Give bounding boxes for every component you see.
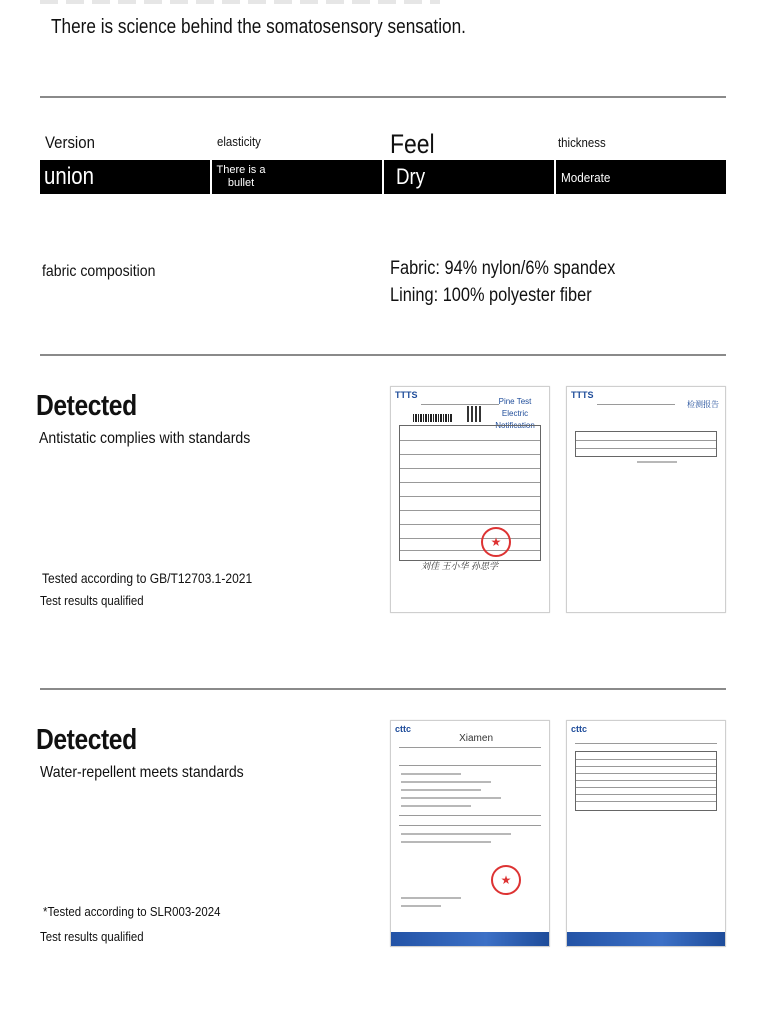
report-footer — [391, 932, 549, 946]
spec-value-text: There is a bullet — [216, 164, 266, 189]
report-header: Pine Test Electric Notification — [495, 397, 535, 430]
spec-value-feel — [384, 160, 554, 194]
page-tagline: There is science behind the somatosensory sensation. — [51, 16, 466, 38]
spec-value-version — [40, 160, 210, 194]
spec-value-text: Moderate — [561, 170, 611, 185]
waterproof-result: Test results qualified — [40, 929, 144, 944]
spec-label-elasticity: elasticity — [217, 134, 261, 149]
spec-value-text: Dry — [396, 164, 426, 189]
divider — [40, 354, 726, 356]
red-stamp-icon: ★ — [491, 865, 521, 895]
qr-code-icon — [467, 406, 483, 422]
antistatic-report-page-2 — [566, 386, 726, 613]
antistatic-subtitle: Antistatic complies with standards — [39, 430, 251, 447]
report-signatures: 刘佳 王小华 孙思学 — [421, 561, 499, 571]
report-logo: TTTS — [395, 390, 418, 400]
red-stamp-icon: ★ — [481, 527, 511, 557]
waterproof-subtitle: Water-repellent meets standards — [40, 764, 244, 781]
composition-label: fabric composition — [42, 263, 156, 280]
report-header: Xiamen — [459, 733, 493, 744]
waterproof-report-page-2 — [566, 720, 726, 947]
antistatic-tested: Tested according to GB/T12703.1-2021 — [42, 570, 253, 586]
spec-value-thickness — [556, 160, 726, 194]
spec-label-version: Version — [45, 133, 95, 152]
spec-value-elasticity — [212, 160, 382, 194]
spec-value-text: union — [44, 163, 94, 190]
report-logo: TTTS — [571, 390, 594, 400]
antistatic-report-page-1 — [390, 386, 550, 613]
antistatic-result: Test results qualified — [40, 593, 144, 608]
report-footer — [567, 932, 725, 946]
divider — [40, 688, 726, 690]
spec-label-feel: Feel — [390, 129, 435, 159]
spec-label-thickness: thickness — [558, 135, 606, 150]
divider — [40, 96, 726, 98]
report-logo: cttc — [571, 724, 588, 734]
antistatic-title: Detected — [36, 390, 137, 422]
waterproof-report-page-1 — [390, 720, 550, 947]
report-header: 检测报告 — [687, 400, 719, 409]
cropped-heading-remnant — [40, 0, 440, 4]
composition-lining: Lining: 100% polyester fiber — [390, 285, 592, 306]
report-logo: cttc — [395, 724, 412, 734]
waterproof-title: Detected — [36, 724, 137, 756]
waterproof-tested: *Tested according to SLR003-2024 — [43, 904, 221, 919]
composition-fabric: Fabric: 94% nylon/6% spandex — [390, 258, 616, 279]
